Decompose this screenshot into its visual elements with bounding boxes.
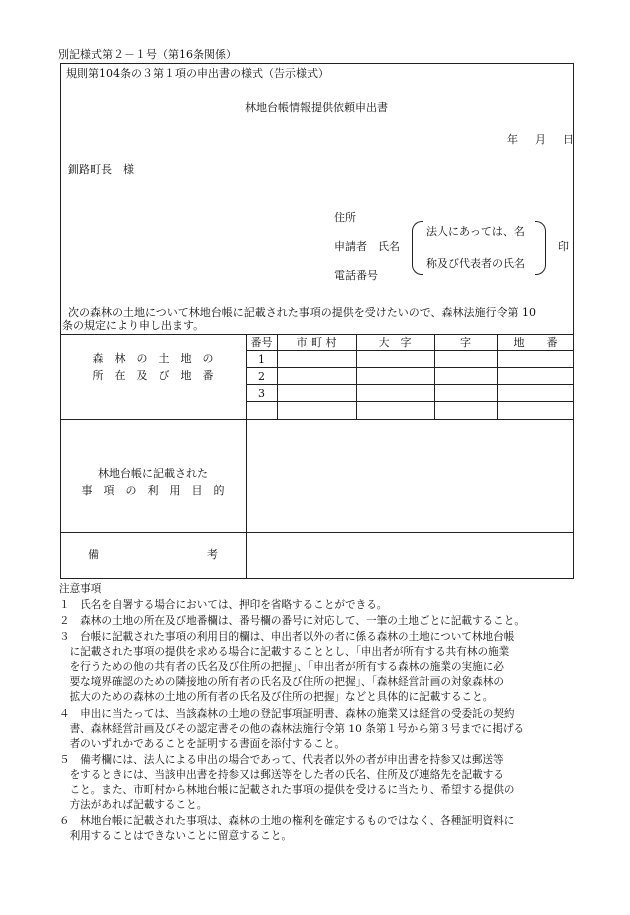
location-label-line-2: 所 在 及 び 地 番 [92,369,214,382]
form-number: 別記様式第２－１号（第16条関係） [58,48,237,61]
col-header-number: 番号 [250,336,273,349]
remarks-label-end: 考 [207,548,218,561]
row-number-1: 1 [258,353,265,366]
rule-caption: 規則第104条の３第１項の申出書の様式（告示様式） [66,67,329,80]
form-title: 林地台帳情報提供依頼申出書 [245,101,388,114]
note-line: 方法があれば記載すること。 [59,799,208,811]
note-line: ４ 申出に当たっては、当該森林の土地の登記事項証明書、森林の施業又は経営の受委託の契約 [59,708,515,720]
note-line: ２ 森林の土地の所在及び地番欄は、番号欄の番号に対応して、一筆の土地ごとに記載すること。 [59,615,525,627]
note-line: 書、森林経営計画及びその認定書その他の森林法施行令第 10 条第１号から第３号までに掲げる [59,723,525,735]
corp-note-line-2: 称及び代表者の氏名 [426,257,525,270]
col-header-oaza: 大 字 [378,336,412,349]
note-line: ６ 林地台帳に記載された事項は、森林の土地の権利を確定するものではなく、各種証明資料に [59,815,515,827]
note-line: ３ 台帳に記載された事項の利用目的欄は、申出者以外の者に係る森林の土地について林地台帳 [59,631,515,643]
location-label-line-1: 森 林 の 土 地 の [92,352,214,365]
note-line: を行うための他の共有者の氏名及び住所の把握」、「申出者が所有する森林の施業の実施に必 [59,661,504,673]
date-month: 月 [535,133,546,146]
table-purpose-bottom-rule [60,532,574,533]
seal-mark: 印 [558,240,569,253]
grid-row-line [246,384,574,385]
notes-heading: 注意事項 [59,583,102,595]
col-header-lot-number: 地 番 [513,336,558,349]
grid-row-line [246,350,574,351]
purpose-label-line-2: 事 項 の 利 用 目 的 [81,484,225,497]
phone-label: 電話番号 [334,269,378,282]
date-day: 日 [563,133,574,146]
right-bracket [535,221,546,275]
col-header-aza: 字 [460,336,471,349]
date-year: 年 [507,133,518,146]
note-line: １ 氏名を自署する場合においては、押印を省略することができる。 [59,599,388,611]
applicant-name-label: 申請者 氏名 [334,240,400,253]
statement-line-1: 次の森林の土地について林地台帳に記載された事項の提供を受けたいので、森林法施行令第 10 [68,306,537,319]
row-number-2: 2 [258,370,265,383]
addressee: 釧路町長 様 [68,163,134,176]
address-label: 住所 [334,211,356,224]
note-line: こと。また、市町村から林地台帳に記載された事項の提供を受けるに当たり、希望する提供の [59,784,515,796]
note-line: に記載された事項の提供を求める場合に記載することとし、「申出者が所有する共有林の施業 [59,646,510,658]
purpose-label-line-1: 林地台帳に記載された [98,467,208,480]
note-line: をするときには、当該申出書を持参又は郵送等をした者の氏名、住所及び連絡先を記載する [59,769,504,781]
col-header-municipality: 市 町 村 [296,336,337,349]
note-line: ５ 備考欄には、法人による申出の場合であって、代表者以外の者が申出書を持参又は郵送等 [59,754,504,766]
note-line: 利用することはできないことに留意すること。 [59,830,293,842]
table-location-bottom-rule [60,419,574,420]
note-line: 拡大のための森林の土地の所有者の氏名及び住所の把握」などと具体的に記載すること。 [59,691,494,703]
grid-row-line [246,367,574,368]
row-number-3: 3 [258,387,265,400]
left-bracket [412,221,423,275]
grid-row-line [246,401,574,402]
note-line: 者のいずれかであることを証明する書面を添付すること。 [59,738,346,750]
corp-note-line-1: 法人にあっては、名 [426,225,525,238]
remarks-label-start: 備 [88,548,99,561]
note-line: 要な境界確認のための隣接地の所有者の氏名及び住所の把握」、「森林経営計画の対象森林の [59,676,504,688]
statement-line-2: 条の規定により申し出ます。 [62,319,205,332]
